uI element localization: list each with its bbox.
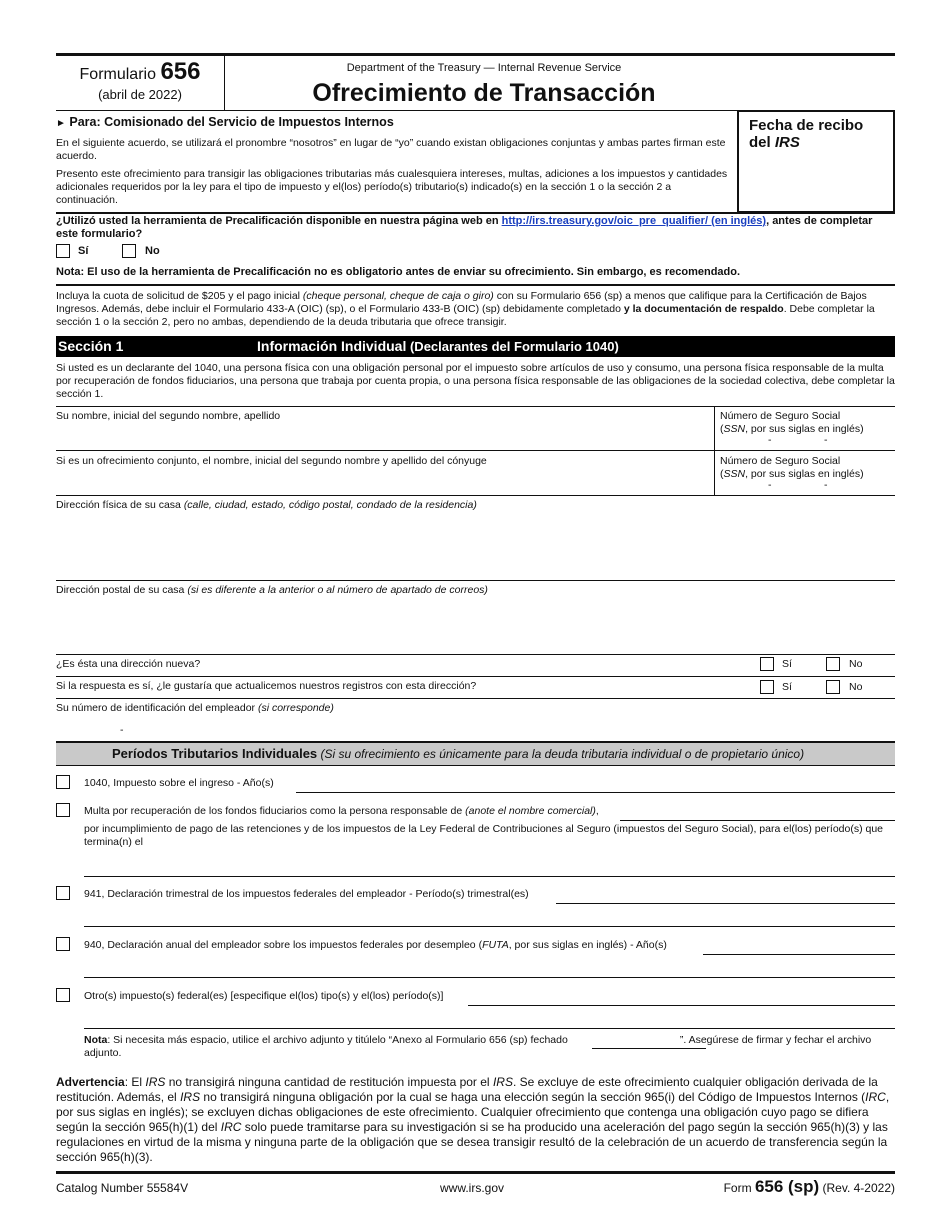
new-address-question: ¿Es ésta una dirección nueva? [56,658,201,670]
new-address-no-checkbox[interactable] [826,657,840,671]
receipt-line1: Fecha de recibo [749,117,864,134]
prequal-note: Nota: El uso de la herramienta de Precalificación no es obligatorio antes de enviar su ofrecimiento. Sin embargo, es recomendado. [56,266,741,278]
periods-title: Períodos Tributarios Individuales (Si su ofrecimiento es únicamente para la deuda tributaria individual o de propietario único) [112,746,805,761]
address-top-rule [56,495,895,496]
receipt-box [737,110,895,213]
intro-bottom-rule [56,212,895,214]
form-word: Formulario [79,66,156,83]
intro-p1: En el siguiente acuerdo, se utilizará el pronombre “nosotros” en lugar de “yo” cuando existan obligaciones conjuntas y ambas partes firman este acuerdo. [56,137,726,162]
footer-rule [56,1171,895,1174]
tax-1040-checkbox[interactable] [56,775,70,789]
tax-941-periods-field[interactable] [556,903,895,904]
new-address-no-label: No [849,658,863,670]
penalty-continuation: por incumplimiento de pago de las retenciones y de los impuestos de la Ley Federal de Contribuciones al Seguro (impuestos del Seguro Social), para el(los) período(s) que termina(n) el [84,823,884,848]
tax-941-checkbox[interactable] [56,886,70,900]
new-address-yes-label: Sí [782,658,792,670]
other-tax-label: Otro(s) impuesto(s) federal(es) [especifique el(los) tipo(s) y el(los) período(s)] [84,990,444,1002]
new-address-yes-checkbox[interactable] [760,657,774,671]
tax-1040-years-field[interactable] [296,792,895,793]
attachment-note: Nota: Si necesita más espacio, utilice el archivo adjunto y titúlelo “Anexo al Formulario 656 (sp) fechado ”. Asegúrese de firmar y fechar el archivo adjunto. [84,1034,872,1059]
prequal-bottom-rule [56,284,895,286]
intro-p2: Presento este ofrecimiento para transigir las obligaciones tributarias más cualesquiera intereses, multas, adiciones a los impuestos y cantidades adicionales requeridos por la ley para el tipo de impuesto y el(los) período(s) tributario(s) indicado(s) en la sección 1 o la sección 2 a continuación. [56,168,728,206]
penalty-periods-field[interactable] [84,876,895,877]
business-name-field[interactable] [620,820,895,821]
name-top-rule [56,406,895,407]
periods-bottom-rule [56,765,895,766]
other-tax-extra-field[interactable] [84,1028,895,1029]
top-rule [56,53,895,56]
mail-top-rule [56,580,895,581]
prequal-yes-label: Sí [78,245,89,257]
attachment-date-field[interactable] [592,1048,706,1049]
name-label: Su nombre, inicial del segundo nombre, apellido [56,410,281,422]
newaddr-top-rule [56,654,895,655]
prequal-question: ¿Utilizó usted la herramienta de Precalificación disponible en nuestra página web en http://irs.treasury.gov/oic_pre_qualifier/ (en inglés), antes de completar este formulario? [56,215,873,240]
spouse-name-label: Si es un ofrecimiento conjunto, el nombre, inicial del segundo nombre y apellido del cónyuge [56,455,487,467]
catalog-number: Catalog Number 55584V [56,1181,189,1195]
fee-instructions: Incluya la cuota de solicitud de $205 y el pago inicial (cheque personal, cheque de caja o giro) con su Formulario 656 (sp) a menos que califique para la Certificación de Bajos Ingresos. Además, debe incluir el Formulario 433-A (OIC) (sp), o el Formulario 433-B (OIC) (sp) debidamente completado y la documentación de respaldo. Debe completar la sección 1 o la sección 2, pero no ambas, dependiendo de la deuda tributaria que ofrece transigir. [56,290,875,328]
update-yes-label: Sí [782,681,792,693]
update-records-question: Si la respuesta es sí, ¿le gustaría que actualicemos nuestros registros con esta dirección? [56,680,477,692]
other-tax-checkbox[interactable] [56,988,70,1002]
ein-dash: - [120,724,124,736]
section1-title: Información Individual (Declarantes del Formulario 1040) [257,338,619,354]
penalty-checkbox[interactable] [56,803,70,817]
form-number: 656 [160,58,201,85]
spouse-ssn-label: Número de Seguro Social (SSN, por sus siglas en inglés) [720,455,864,480]
irs-website: www.irs.gov [440,1181,505,1195]
penalty-label: Multa por recuperación de los fondos fiduciarios como la persona responsable de (anote el nombre comercial), [84,805,599,817]
update-top-rule [56,676,895,677]
spouse-ssn-dash-2: - [824,479,828,491]
update-no-checkbox[interactable] [826,680,840,694]
prequal-no-label: No [145,245,160,257]
spouse-ssn-dash-1: - [768,479,772,491]
tax-941-extra-field[interactable] [84,926,895,927]
prequal-no-checkbox[interactable] [122,244,136,258]
ssn-divider [714,406,715,496]
physical-address-label: Dirección física de su casa (calle, ciudad, estado, código postal, condado de la residencia) [56,499,477,511]
form-id-block [56,60,224,102]
tax-940-years-field[interactable] [703,954,895,955]
receipt-line2: del IRS [749,134,800,151]
department: Department of the Treasury — Internal Revenue Service [346,62,622,74]
tax-1040-label: 1040, Impuesto sobre el ingreso - Año(s) [84,777,274,789]
ssn-dash-1: - [768,434,772,446]
section1-bar [56,336,895,357]
update-no-label: No [849,681,863,693]
update-yes-checkbox[interactable] [760,680,774,694]
form-date: (abril de 2022) [98,87,182,102]
tax-940-extra-field[interactable] [84,977,895,978]
other-tax-field[interactable] [468,1005,895,1006]
periods-bar [56,743,895,765]
prequal-link[interactable]: http://irs.treasury.gov/oic_pre_qualifier/ (en inglés) [501,215,767,227]
to-commissioner: ► Para: Comisionado del Servicio de Impuestos Internos [56,115,394,129]
page-title: Ofrecimiento de Transacción [312,79,656,107]
mail-address-label: Dirección postal de su casa (si es diferente a la anterior o al número de apartado de correos) [56,584,488,596]
section1-desc: Si usted es un declarante del 1040, una persona física con una obligación personal por el impuesto sobre artículos de uso y consumo, una persona física responsable de la multa por recuperación de fondos fiduciarios, una persona que trabaja por cuenta propia, o una persona física responsable de las obligaciones de la sociedad colectiva, debe completar la sección 1. [56,362,895,400]
ein-top-rule [56,698,895,699]
ssn-label: Número de Seguro Social (SSN, por sus siglas en inglés) [720,410,864,435]
ssn-dash-2: - [824,434,828,446]
warning-paragraph: Advertencia: El IRS no transigirá ninguna cantidad de restitución impuesta por el IRS. Se excluye de este ofrecimiento cualquier obligación derivada de la restitución. Además, el IRS no transigirá ninguna obligación por la cual se haga una elección según la sección 965(i) del Código de Impuestos Internos (IRC, por sus siglas en inglés); se excluyen dichas obligaciones de este ofrecimiento. Cualquier ofrecimiento que contenga una obligación cuyo pago se difiera según la sección 965(h)(1) del IRC solo puede tramitarse para su investigación si se ha producido una aceleración del pago según la sección 965(h)(3) y las regulaciones en virtud de la misma y ninguna parte de la obligación que se desea transigir resultó de la celebración de un acuerdo de transferencia según la sección 965(h)(3). [56,1075,890,1164]
tax-940-label: 940, Declaración anual del empleador sobre los impuestos federales por desempleo (FUTA, por sus siglas en inglés) - Año(s) [84,939,667,951]
section1-label: Sección 1 [58,338,124,354]
tax-940-checkbox[interactable] [56,937,70,951]
spouse-top-rule [56,450,895,451]
tax-941-label: 941, Declaración trimestral de los impuestos federales del empleador - Período(s) trimestral(es) [84,888,529,900]
ein-label: Su número de identificación del empleador (si corresponde) [56,702,334,714]
prequal-yes-checkbox[interactable] [56,244,70,258]
footer-form-id: Form 656 (sp) (Rev. 4-2022) [723,1177,895,1196]
